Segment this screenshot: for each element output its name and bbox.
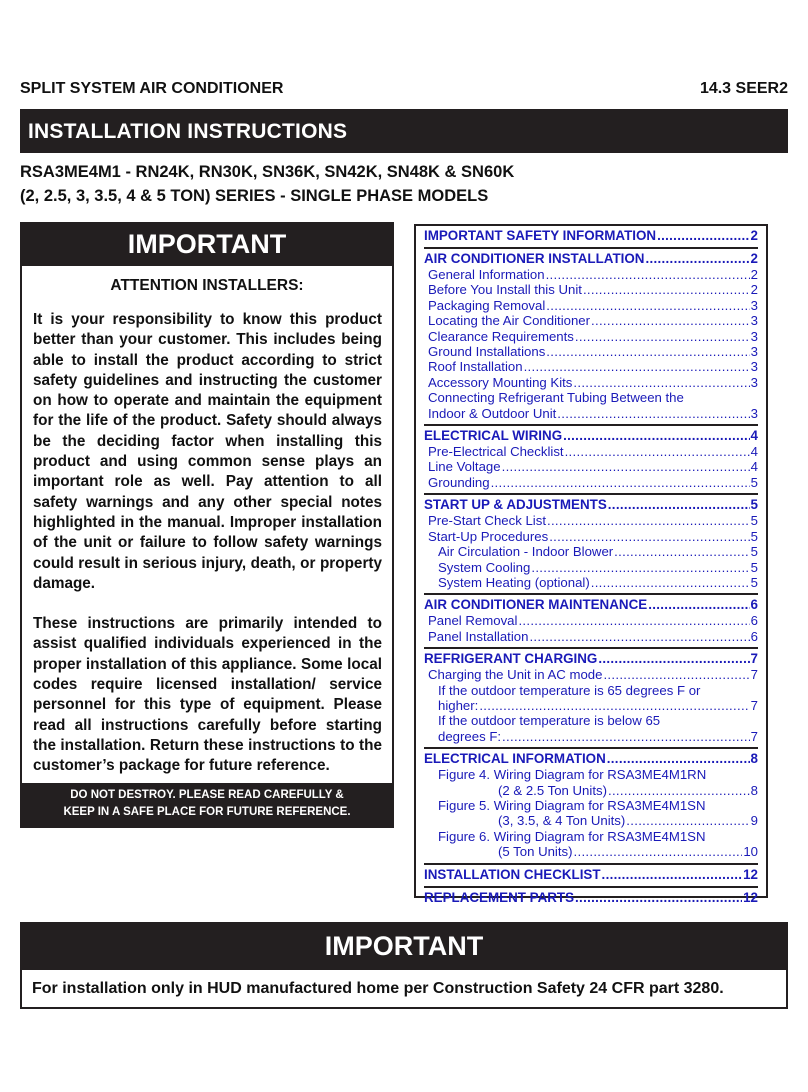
- toc-figure-entry[interactable]: Figure 4. Wiring Diagram for RSA3ME4M1RN: [438, 767, 707, 783]
- toc-heading[interactable]: START UP & ADJUSTMENTS ..... 5: [424, 497, 758, 513]
- toc-entry[interactable]: Ground Installations ..... 3: [424, 344, 758, 359]
- toc-entry[interactable]: Pre-Electrical Checklist ..... 4: [424, 444, 758, 459]
- installation-instructions-banner: INSTALLATION INSTRUCTIONS: [20, 109, 788, 153]
- toc-heading[interactable]: ELECTRICAL WIRING ..... 4: [424, 428, 758, 444]
- toc-entry[interactable]: Charging the Unit in AC mode ..... 7: [424, 667, 758, 682]
- toc-entry[interactable]: Locating the Air Conditioner ..... 3: [424, 313, 758, 328]
- toc-figure-entry[interactable]: Figure 6. Wiring Diagram for RSA3ME4M1SN: [438, 828, 706, 844]
- toc-entry[interactable]: Roof Installation ..... 3: [424, 359, 758, 374]
- toc-section-safety: [424, 226, 758, 247]
- toc-section-installation: [424, 247, 758, 424]
- toc-entry[interactable]: Before You Install this Unit ..... 2: [424, 282, 758, 297]
- toc-entry[interactable]: Accessory Mounting Kits ..... 3: [424, 375, 758, 390]
- toc-subentry[interactable]: higher: ..... 7: [424, 698, 758, 713]
- toc-heading[interactable]: INSTALLATION CHECKLIST ..... 12: [424, 867, 758, 883]
- model-list: [20, 160, 514, 208]
- toc-entry[interactable]: Panel Removal ..... 6: [424, 613, 758, 628]
- toc-heading[interactable]: AIR CONDITIONER MAINTENANCE ..... 6: [424, 597, 758, 613]
- toc-heading[interactable]: AIR CONDITIONER INSTALLATION ..... 2: [424, 251, 758, 267]
- toc-section-startup: [424, 493, 758, 593]
- toc-entry[interactable]: General Information ..... 2: [424, 267, 758, 282]
- responsibility-paragraph: It is your responsibility to know this product better than your customer. This includes being able to install the product according to strict safety guidelines and instructing the customer on how to operate and maintain the equipment for the life of the product. Safety should always be the deciding factor when installing this product and using common sense plays an important role as well. Pay attention to all safety warnings and any other special notes highlighted in the manual. Improper installation of the unit or failure to follow safety warnings could result in serious injury, death, or property damage.: [33, 311, 382, 592]
- toc-subentry[interactable]: Air Circulation - Indoor Blower ..... 5: [424, 544, 758, 559]
- model-numbers: RSA3ME4M1 - RN24K, RN30K, SN36K, SN42K, SN48K & SN60K: [20, 163, 515, 181]
- do-not-destroy-line1: DO NOT DESTROY. PLEASE READ CAREFULLY &: [70, 789, 344, 801]
- toc-figure-entry[interactable]: (2 & 2.5 Ton Units) ..... 8: [424, 783, 758, 798]
- toc-section-checklist: [424, 863, 758, 886]
- do-not-destroy-notice: [22, 783, 392, 826]
- hud-notice-box: [20, 922, 788, 1009]
- toc-figure-entry[interactable]: (5 Ton Units) ..... 10: [424, 844, 758, 859]
- toc-section-charging: [424, 647, 758, 747]
- important-notice-box: [20, 222, 394, 828]
- toc-entry[interactable]: Clearance Requirements ..... 3: [424, 329, 758, 344]
- toc-subentry[interactable]: System Cooling ..... 5: [424, 560, 758, 575]
- table-of-contents: [414, 224, 768, 905]
- seer-rating: 14.3 SEER2: [699, 80, 788, 97]
- product-title: SPLIT SYSTEM AIR CONDITIONER: [20, 80, 284, 97]
- toc-entry[interactable]: Panel Installation ..... 6: [424, 629, 758, 644]
- toc-figure-entry[interactable]: (3, 3.5, & 4 Ton Units) ..... 9: [424, 813, 758, 828]
- do-not-destroy-line2: KEEP IN A SAFE PLACE FOR FUTURE REFERENCE.: [63, 806, 351, 818]
- model-sizes: (2, 2.5, 3, 3.5, 4 & 5 TON) SERIES - SINGLE PHASE MODELS: [20, 187, 489, 205]
- important-heading: IMPORTANT: [22, 224, 392, 266]
- toc-section-electrical-wiring: [424, 424, 758, 493]
- toc-entry[interactable]: Packaging Removal ..... 3: [424, 298, 758, 313]
- toc-subentry[interactable]: System Heating (optional) ..... 5: [424, 575, 758, 590]
- toc-entry[interactable]: Grounding ..... 5: [424, 475, 758, 490]
- hud-important-heading: IMPORTANT: [22, 924, 786, 970]
- toc-subentry-wrap[interactable]: If the outdoor temperature is 65 degrees F or: [438, 682, 701, 698]
- toc-entry[interactable]: Indoor & Outdoor Unit ..... 3: [424, 406, 758, 421]
- toc-subentry-wrap[interactable]: If the outdoor temperature is below 65: [438, 713, 661, 729]
- toc-entry-wrap[interactable]: Connecting Refrigerant Tubing Between the: [428, 390, 684, 406]
- toc-subentry[interactable]: degrees F: ..... 7: [424, 729, 758, 744]
- toc-heading[interactable]: ELECTRICAL INFORMATION ..... 8: [424, 751, 758, 767]
- toc-section-parts: [424, 886, 758, 909]
- toc-heading[interactable]: IMPORTANT SAFETY INFORMATION ..... 2: [424, 228, 758, 244]
- document-header: [20, 80, 788, 98]
- qualified-installers-paragraph: These instructions are primarily intended to assist qualified individuals experienced in the proper installation of this appliance. Some local codes require licensed installation/ service personnel for this type of equipment. Please read all instructions carefully before starting the installation. Return these instructions to the customer’s package for future reference.: [33, 615, 382, 775]
- toc-heading[interactable]: REFRIGERANT CHARGING ..... 7: [424, 651, 758, 667]
- toc-figure-entry[interactable]: Figure 5. Wiring Diagram for RSA3ME4M1SN: [438, 797, 706, 813]
- toc-entry[interactable]: Pre-Start Check List ..... 5: [424, 513, 758, 528]
- toc-heading[interactable]: REPLACEMENT PARTS ..... 12: [424, 890, 758, 906]
- toc-section-electrical-info: [424, 747, 758, 862]
- toc-entry[interactable]: Start-Up Procedures ..... 5: [424, 529, 758, 544]
- attention-installers-heading: ATTENTION INSTALLERS:: [110, 277, 304, 294]
- toc-entry[interactable]: Line Voltage ..... 4: [424, 459, 758, 474]
- toc-section-maintenance: [424, 593, 758, 647]
- hud-notice-text: For installation only in HUD manufactured home per Construction Safety 24 CFR part 3280.: [32, 980, 724, 997]
